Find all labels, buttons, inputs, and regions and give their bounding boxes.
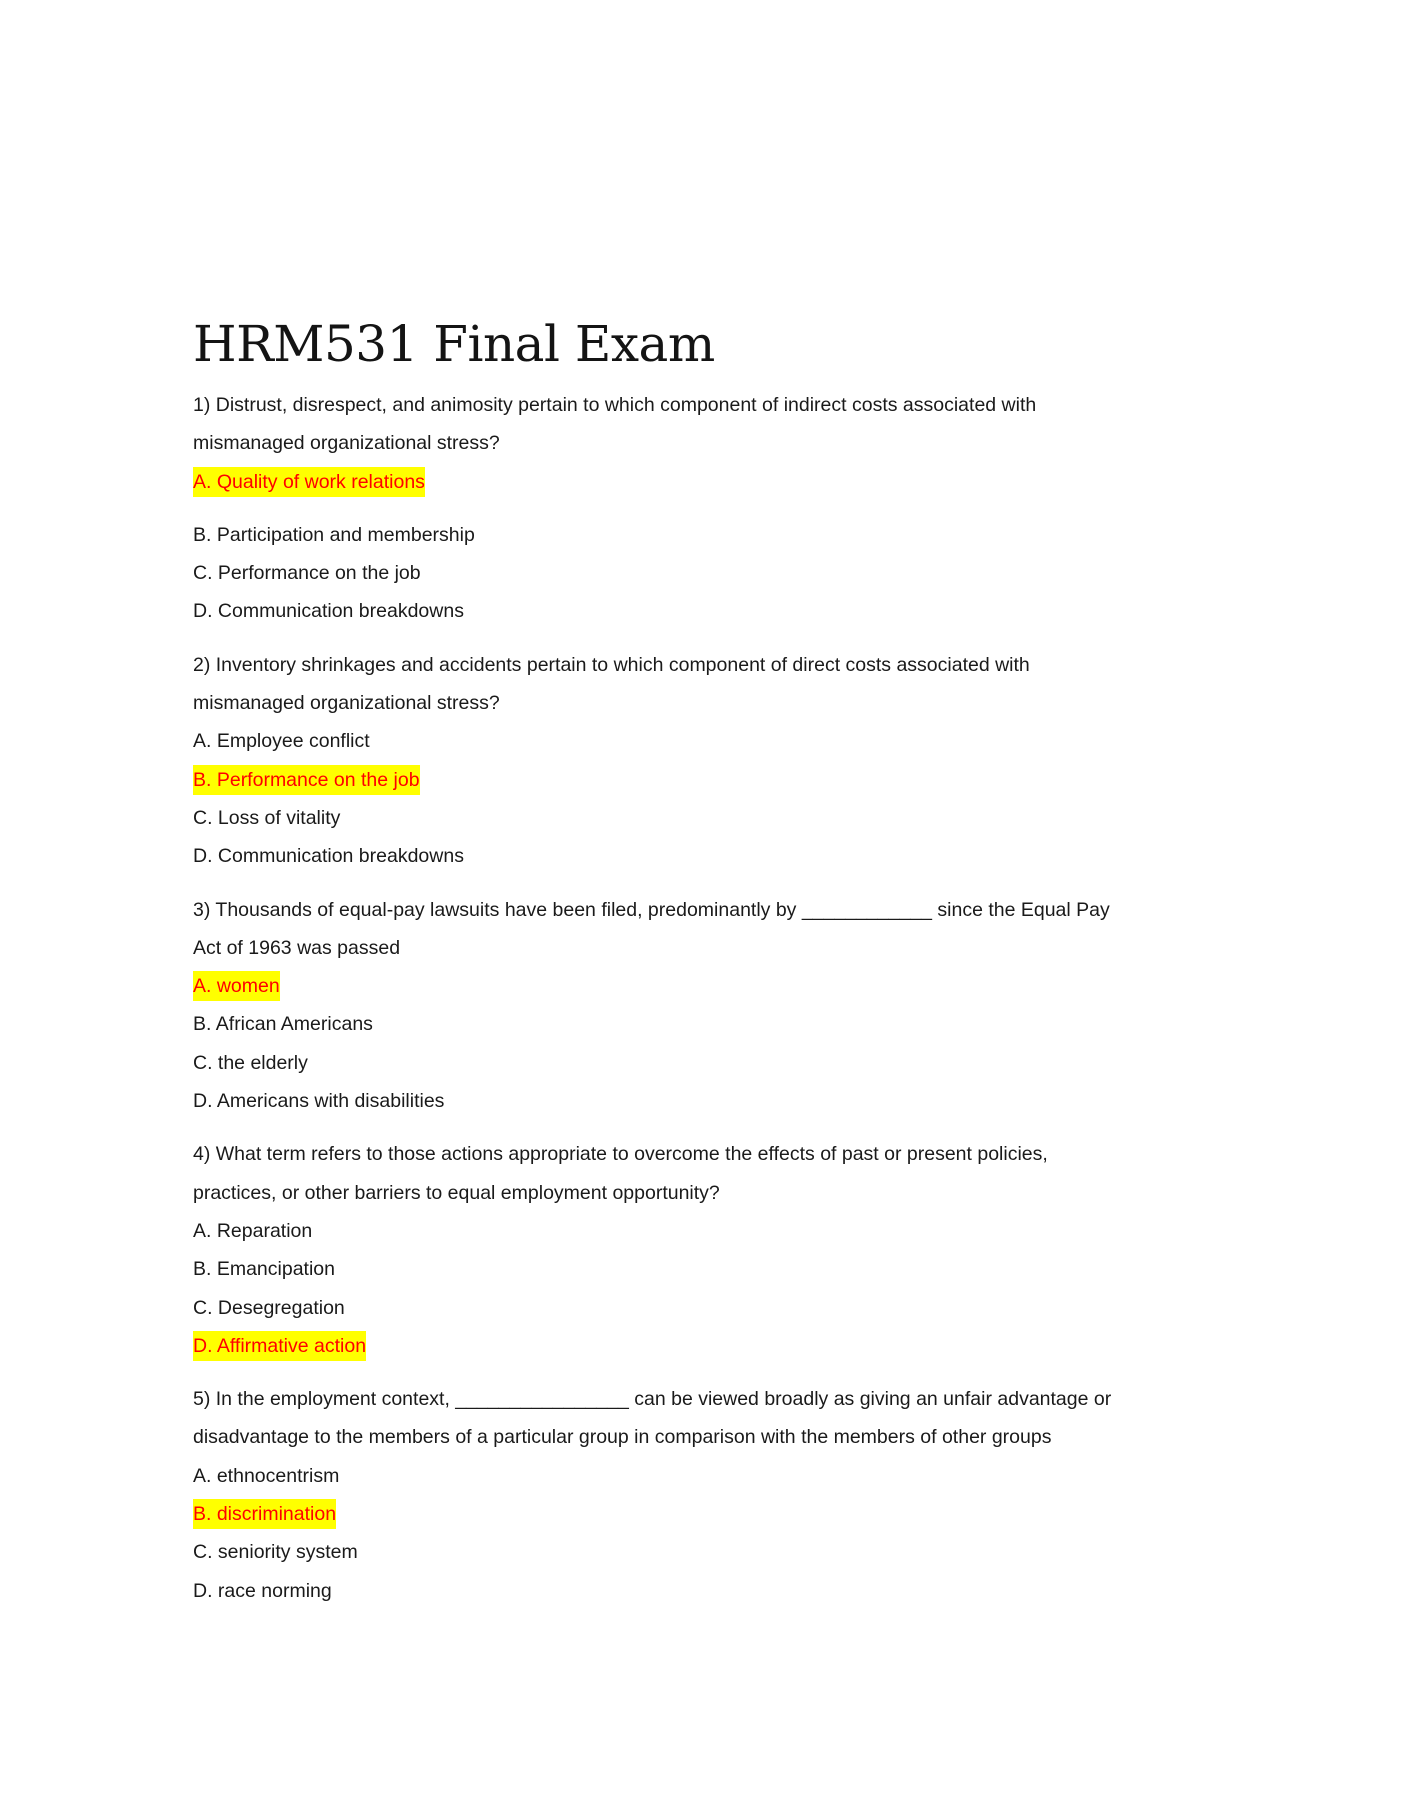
question-text-line: 5) In the employment context, ________________ can be viewed broadly as giving an unfair advantage or [193, 1388, 1112, 1411]
option-label: B. African Americans [193, 1013, 373, 1036]
option-label: A. Quality of work relations [193, 467, 425, 497]
option-label: D. Communication breakdowns [193, 845, 464, 868]
answer-option [193, 799, 1193, 837]
option-label: A. Reparation [193, 1219, 313, 1242]
question-2 [193, 646, 1193, 876]
answer-option [193, 516, 1193, 554]
answer-option-correct [193, 1327, 1193, 1365]
answer-option [193, 1212, 1193, 1250]
answer-option-correct [193, 761, 1193, 799]
document-title: HRM531 Final Exam [193, 315, 715, 373]
option-label: B. Emancipation [193, 1258, 335, 1281]
answer-option [193, 1250, 1193, 1288]
question-text-line: mismanaged organizational stress? [193, 432, 500, 455]
question-1 [193, 386, 1193, 631]
question-text-line: Act of 1963 was passed [193, 936, 401, 959]
answer-option [193, 554, 1193, 592]
answer-option [193, 1533, 1193, 1571]
answer-option [193, 1289, 1193, 1327]
question-text-line: 4) What term refers to those actions appropriate to overcome the effects of past or present policies, [193, 1143, 1048, 1166]
answer-option [193, 592, 1193, 630]
answer-option-correct [193, 463, 1193, 501]
option-label: C. the elderly [193, 1051, 308, 1074]
option-label: B. Performance on the job [193, 765, 420, 795]
answer-option [193, 1572, 1193, 1610]
option-label: D. Affirmative action [193, 1331, 366, 1361]
option-label: C. Desegregation [193, 1296, 345, 1319]
option-label: A. women [193, 971, 280, 1001]
question-text-line: practices, or other barriers to equal employment opportunity? [193, 1181, 720, 1204]
answer-option [193, 1005, 1193, 1043]
answer-option [193, 1457, 1193, 1495]
answer-option [193, 837, 1193, 875]
option-label: C. Performance on the job [193, 562, 421, 585]
question-5 [193, 1380, 1193, 1610]
answer-option [193, 722, 1193, 760]
question-text-line: mismanaged organizational stress? [193, 692, 500, 715]
answer-option-correct [193, 1495, 1193, 1533]
option-label: D. Americans with disabilities [193, 1090, 445, 1113]
question-text-line: 2) Inventory shrinkages and accidents pertain to which component of direct costs associated with [193, 653, 1030, 676]
question-4 [193, 1135, 1193, 1365]
option-label: C. seniority system [193, 1541, 358, 1564]
option-label: A. Employee conflict [193, 730, 370, 753]
question-text-line: 1) Distrust, disrespect, and animosity pertain to which component of indirect costs associated with [193, 394, 1037, 416]
document-content [193, 312, 1193, 1625]
option-label: A. ethnocentrism [193, 1464, 340, 1487]
answer-option-correct [193, 967, 1193, 1005]
spacer [193, 501, 1193, 516]
question-3 [193, 891, 1193, 1121]
answer-option [193, 1082, 1193, 1120]
option-label: B. discrimination [193, 1499, 336, 1529]
option-label: C. Loss of vitality [193, 806, 341, 829]
option-label: D. Communication breakdowns [193, 600, 464, 623]
option-label: D. race norming [193, 1579, 332, 1602]
option-label: B. Participation and membership [193, 523, 475, 546]
answer-option [193, 1044, 1193, 1082]
question-text-line: disadvantage to the members of a particular group in comparison with the members of other groups [193, 1426, 1052, 1449]
question-text-line: 3) Thousands of equal-pay lawsuits have been filed, predominantly by ____________ since the Equal Pay [193, 898, 1110, 921]
